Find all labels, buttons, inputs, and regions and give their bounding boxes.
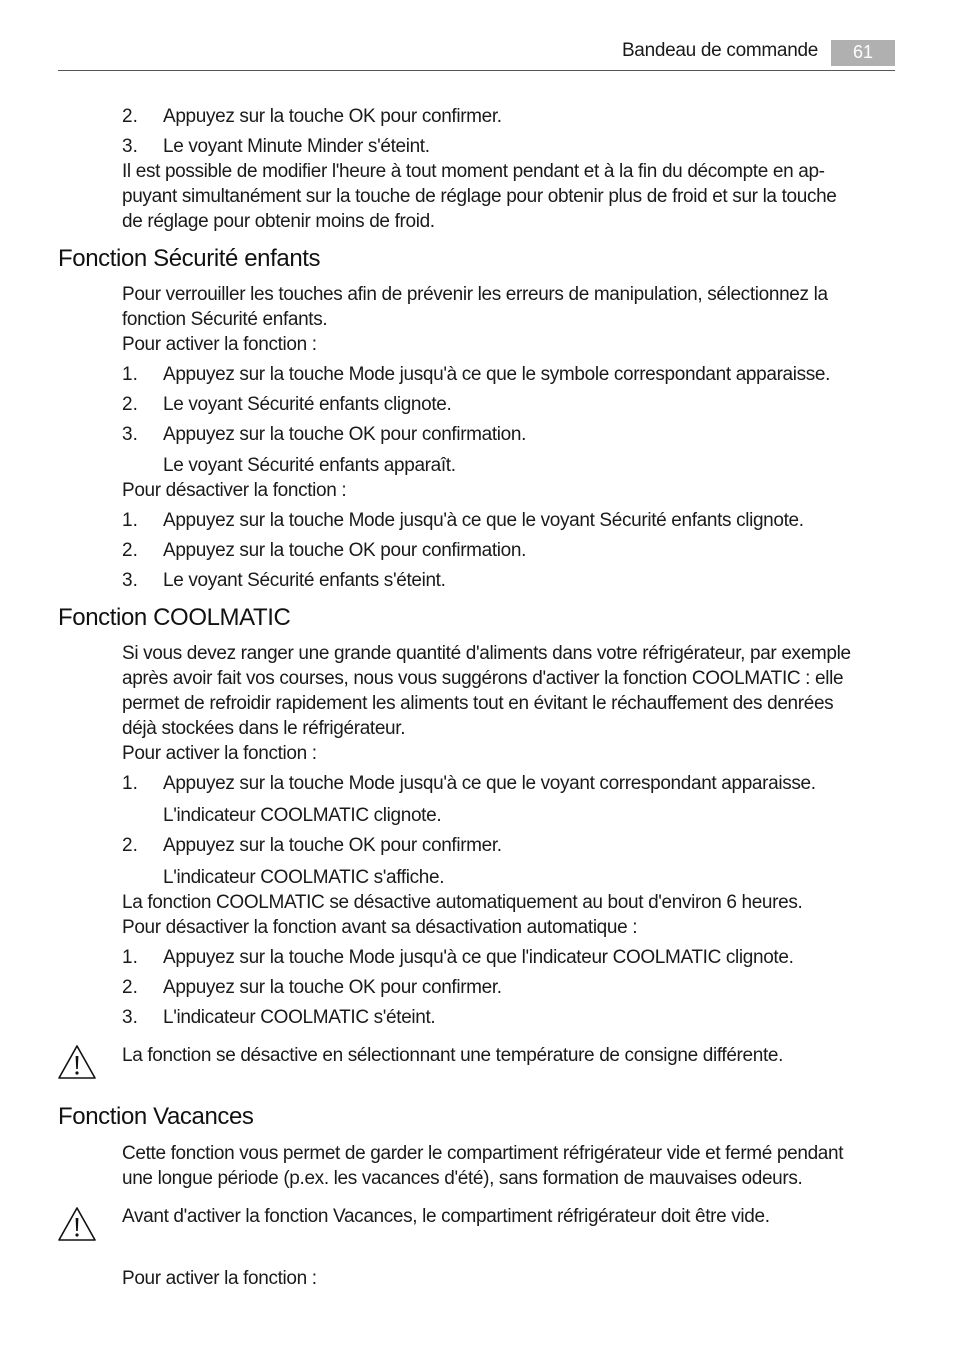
step-text: Appuyez sur la touche OK pour confirmer. [163,106,502,127]
paragraph-line: après avoir fait vos courses, nous vous suggérons d'activer la fonction COOLMATIC : elle [122,668,844,689]
step-number: 3. [122,1007,138,1028]
step-text: Le voyant Sécurité enfants s'éteint. [163,570,446,591]
step-number: 3. [122,570,138,591]
paragraph-line: Si vous devez ranger une grande quantité d'aliments dans votre réfrigérateur, par exemple [122,643,851,664]
paragraph-line: une longue période (p.ex. les vacances d'été), sans formation de mauvaises odeurs. [122,1168,803,1189]
step-number: 1. [122,773,138,794]
step-number: 1. [122,364,138,385]
step-number: 2. [122,106,138,127]
step-note: Le voyant Sécurité enfants apparaît. [163,455,456,476]
section-heading-coolmatic: Fonction COOLMATIC [58,604,291,631]
step-text: Appuyez sur la touche OK pour confirmation. [163,424,527,445]
step-number: 3. [122,424,138,445]
step-number: 2. [122,540,138,561]
paragraph-line: Il est possible de modifier l'heure à tout moment pendant et à la fin du décompte en ap- [122,161,825,182]
section-heading-vacances: Fonction Vacances [58,1103,254,1130]
step-number: 2. [122,835,138,856]
step-text: Appuyez sur la touche OK pour confirmer. [163,835,502,856]
header-divider [58,70,895,71]
warning-triangle-icon [57,1044,97,1080]
paragraph-line: Pour activer la fonction : [122,1268,317,1289]
step-text: Appuyez sur la touche Mode jusqu'à ce que le symbole correspondant apparaisse. [163,364,831,385]
paragraph-line: fonction Sécurité enfants. [122,309,328,330]
step-note: L'indicateur COOLMATIC s'affiche. [163,867,445,888]
paragraph-line: Pour désactiver la fonction avant sa désactivation automatique : [122,917,638,938]
paragraph-line: Cette fonction vous permet de garder le compartiment réfrigérateur vide et fermé pendant [122,1143,844,1164]
paragraph-line: Pour désactiver la fonction : [122,480,347,501]
step-text: Appuyez sur la touche OK pour confirmer. [163,977,502,998]
paragraph-line: Pour verrouiller les touches afin de prévenir les erreurs de manipulation, sélectionnez la [122,284,828,305]
paragraph-line: de réglage pour obtenir moins de froid. [122,211,435,232]
step-text: Appuyez sur la touche Mode jusqu'à ce que le voyant Sécurité enfants clignote. [163,510,804,531]
paragraph-line: permet de refroidir rapidement les aliments tout en évitant le réchauffement des denrées [122,693,834,714]
step-text: L'indicateur COOLMATIC s'éteint. [163,1007,436,1028]
running-header-title: Bandeau de commande [621,40,818,61]
section-heading-securite-enfants: Fonction Sécurité enfants [58,245,321,272]
step-note: L'indicateur COOLMATIC clignote. [163,805,442,826]
warning-triangle-icon [57,1206,97,1242]
page-number-badge: 61 [831,40,895,66]
paragraph-line: Pour activer la fonction : [122,334,317,355]
paragraph-line: déjà stockées dans le réfrigérateur. [122,718,406,739]
step-number: 3. [122,136,138,157]
warning-text: Avant d'activer la fonction Vacances, le compartiment réfrigérateur doit être vide. [122,1206,770,1227]
paragraph-line: La fonction COOLMATIC se désactive automatiquement au bout d'environ 6 heures. [122,892,803,913]
paragraph-line: Pour activer la fonction : [122,743,317,764]
step-number: 2. [122,977,138,998]
step-text: Appuyez sur la touche OK pour confirmation. [163,540,527,561]
paragraph-line: puyant simultanément sur la touche de réglage pour obtenir plus de froid et sur la touche [122,186,837,207]
step-number: 2. [122,394,138,415]
step-text: Le voyant Minute Minder s'éteint. [163,136,430,157]
step-text: Appuyez sur la touche Mode jusqu'à ce que le voyant correspondant apparaisse. [163,773,816,794]
step-text: Le voyant Sécurité enfants clignote. [163,394,452,415]
warning-text: La fonction se désactive en sélectionnant une température de consigne différente. [122,1045,784,1066]
step-number: 1. [122,947,138,968]
step-number: 1. [122,510,138,531]
step-text: Appuyez sur la touche Mode jusqu'à ce que l'indicateur COOLMATIC clignote. [163,947,794,968]
